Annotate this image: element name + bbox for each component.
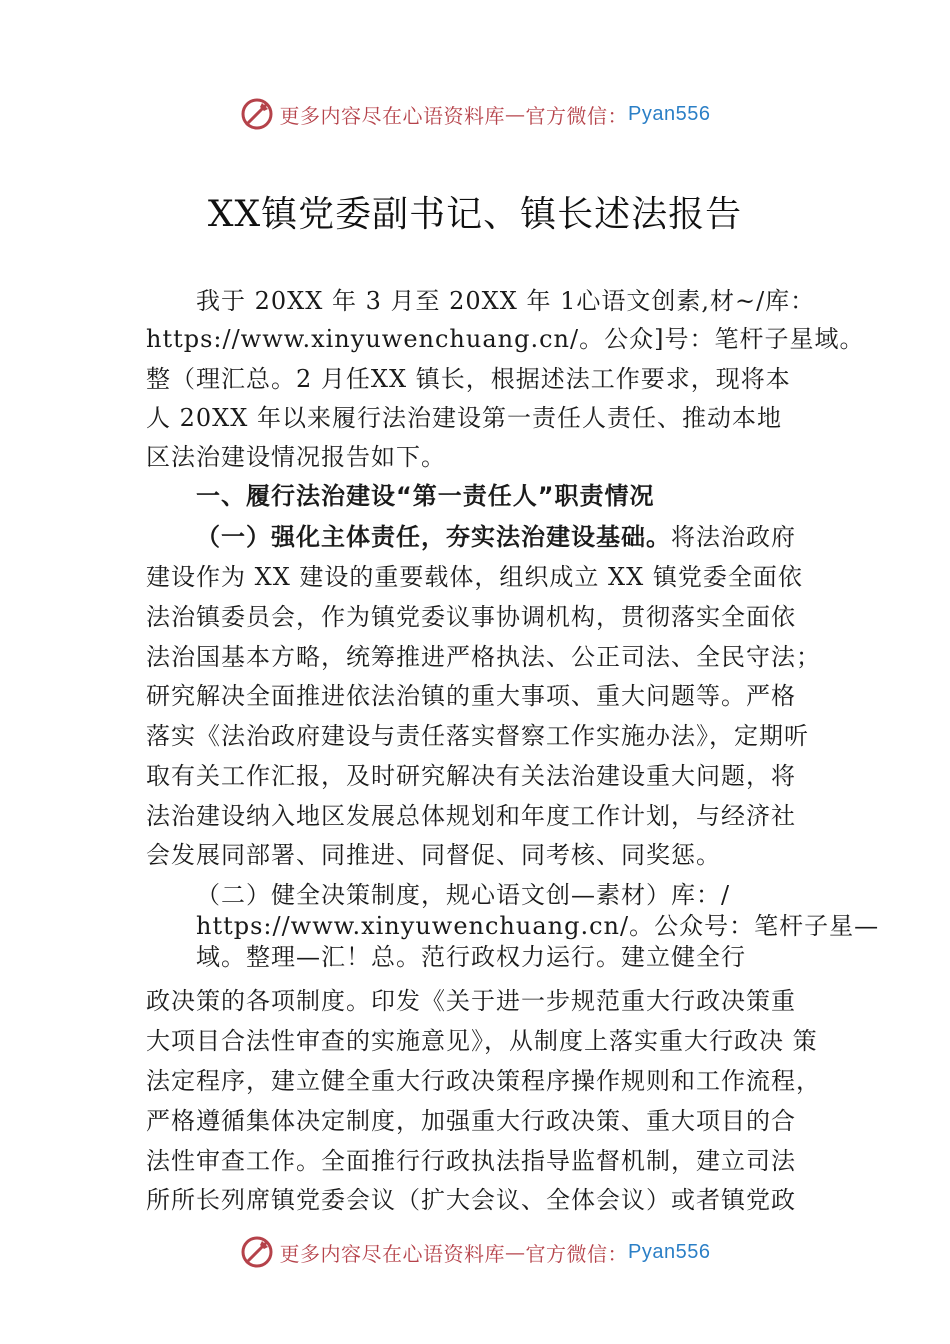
body-line: 落实《法治政府建设与责任落实督察工作实施办法》，定期听 — [146, 722, 809, 750]
body-line: 法治建设纳入地区发展总体规划和年度工作计划，与经济社 — [146, 802, 796, 830]
subsection-heading: （二）健全决策制度，规心语文创—素材）库：/ — [196, 881, 731, 909]
page-title: XX镇党委副书记、镇长述法报告 — [207, 194, 743, 235]
body-line: 研究解决全面推进依法治镇的重大事项、重大问题等。严格 — [146, 682, 796, 710]
body-line: 法治镇委员会，作为镇党委议事协调机构，贯彻落实全面依 — [146, 603, 796, 631]
banner-separator: — — [505, 102, 526, 126]
body-line: 人 20XX 年以来履行法治建设第一责任人责任、推动本地 — [146, 404, 782, 432]
body-line: 法性审查工作。全面推行行政执法指导监督机制，建立司法 — [146, 1147, 796, 1175]
body-line: 法治国基本方略，统筹推进严格执法、公正司法、全民守法； — [146, 643, 821, 671]
logo-icon — [240, 97, 274, 131]
banner-text: 更多内容尽在心语资料库 — [279, 1241, 506, 1266]
body-line: 严格遵循集体决定制度，加强重大行政决策、重大项目的合 — [146, 1107, 796, 1135]
header-banner — [0, 94, 950, 134]
banner-account: Pyan556 — [628, 1240, 711, 1263]
body-line: 会发展同部署、同推进、同督促、同考核、同奖惩。 — [146, 841, 721, 869]
footer-banner — [0, 1232, 950, 1272]
body-line: 政决策的各项制度。印发《关于进一步规范重大行政决策重 — [146, 987, 796, 1015]
body-line: 法定程序，建立健全重大行政决策程序操作规则和工作流程， — [146, 1067, 821, 1095]
body-line: 域。整理—汇！总。范行政权力运行。建立健全行 — [196, 943, 746, 971]
subsection-heading: （一）强化主体责任，夯实法治建设基础。 — [196, 522, 671, 551]
body-line: 所所长列席镇党委会议（扩大会议、全体会议）或者镇党政 — [146, 1186, 796, 1214]
banner-text: 更多内容尽在心语资料库 — [279, 103, 506, 128]
body-line: 区法治建设情况报告如下。 — [146, 443, 446, 471]
body-line: https://www.xinyuwenchuang.cn/。公众号：笔杆子星— — [196, 912, 880, 940]
banner-separator: — — [505, 1240, 526, 1264]
section-heading: 一、履行法治建设“第一责任人”职责情况 — [196, 482, 655, 510]
banner-account: Pyan556 — [628, 102, 711, 125]
banner-label: 官方微信： — [525, 1241, 629, 1266]
logo-icon — [240, 1235, 274, 1269]
body-line: 取有关工作汇报，及时研究解决有关法治建设重大问题，将 — [146, 762, 796, 790]
body-line: https://www.xinyuwenchuang.cn/。公众]号：笔杆子星域。 — [146, 325, 865, 353]
body-text: 将法治政府 — [671, 523, 796, 551]
body-line: 建设作为 XX 建设的重要载体，组织成立 XX 镇党委全面依 — [146, 563, 803, 591]
banner-label: 官方微信： — [525, 103, 629, 128]
body-line: 我于 20XX 年 3 月至 20XX 年 1心语文创素,材~/库： — [196, 287, 816, 315]
body-line: 整（理汇总。2 月任XX 镇长，根据述法工作要求，现将本 — [146, 365, 791, 393]
body-line: 大项目合法性审查的实施意见》，从制度上落实重大行政决 策 — [146, 1027, 818, 1055]
body-line — [196, 522, 796, 552]
